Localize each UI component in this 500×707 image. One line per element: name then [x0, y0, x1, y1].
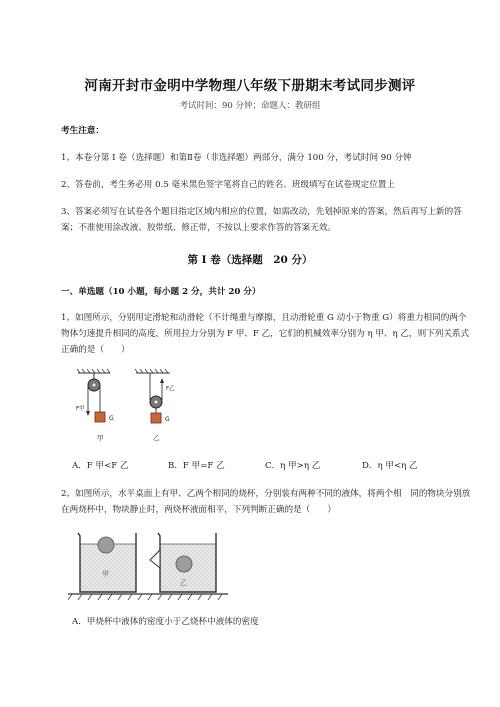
part1-heading: 一、单选题（10 小题，每小题 2 分，共计 20 分） [61, 287, 261, 297]
q2-option-a: A．甲烧杯中液体的密度小于乙烧杯中液体的密度 [72, 617, 259, 627]
left-force-label: F甲 [76, 406, 85, 412]
pulley-figure [70, 368, 190, 448]
left-ceiling [77, 369, 110, 373]
q1-option-b: B．F 甲=F 乙 [168, 461, 225, 471]
left-caption: 甲 [97, 434, 104, 442]
notice-heading: 考生注意： [61, 126, 104, 136]
right-weight-block [151, 413, 161, 423]
exam-subtitle: 考试时间：90 分钟；命题人：教研组 [179, 101, 321, 111]
q1-option-d: D．η 甲<η 乙 [362, 461, 418, 471]
section-title: 第 I 卷（选择题 20 分） [187, 254, 313, 266]
beaker-figure [68, 528, 228, 604]
left-weight-label: G [109, 415, 114, 422]
notice-item-3: 3、答案必须写在试卷各个题目指定区域内相应的位置，如需改动，先划掉原来的答案，然后再写上新的答案；不准使用涂改液、胶带纸、修正带，不按以上要求作答的答案无效。 [61, 207, 462, 233]
notice-item-1: 1、本卷分第 I 卷（选择题）和第Ⅱ卷（非选择题）两部分，满分 100 分，考试时间 90 分钟 [61, 153, 412, 163]
right-caption: 乙 [153, 434, 160, 442]
table-surface [68, 594, 228, 600]
exam-title: 河南开封市金明中学物理八年级下册期末考试同步测评 [84, 78, 416, 94]
question-1-stem: 1、如图所示，分别用定滑轮和动滑轮（不计绳重与摩擦，且动滑轮重 G 动小于物重 G）将重力相同的两个物体匀速提升相同的高度，所用拉力分别为 F 甲、F 乙，它们的机械效率分别为 η 甲、η 乙，则下列关系式正确的是（ ） [61, 313, 470, 355]
q1-option-a: A．F 甲<F 乙 [72, 461, 129, 471]
right-block [176, 556, 192, 572]
right-ceiling [135, 369, 170, 373]
left-weight-block [95, 412, 105, 422]
right-beaker-label: 乙 [180, 579, 187, 587]
q1-option-c: C．η 甲>η 乙 [265, 461, 321, 471]
left-block [98, 537, 114, 553]
right-force-label: F乙 [166, 386, 175, 392]
notice-item-2: 2、答卷前，考生务必用 0.5 毫米黑色签字笔将自己的姓名、班级填写在试卷规定位置上 [61, 180, 395, 190]
right-weight-label: G [165, 416, 170, 423]
left-beaker-label: 甲 [102, 570, 109, 578]
question-2-stem: 2、如图所示，水平桌面上有甲、乙两个相同的烧杯，分别装有两种不同的液体，将两个相 同的物块分别放在两烧杯中，物块静止时，两烧杯液面相平，下列判断正确的是（ ） [61, 489, 471, 515]
